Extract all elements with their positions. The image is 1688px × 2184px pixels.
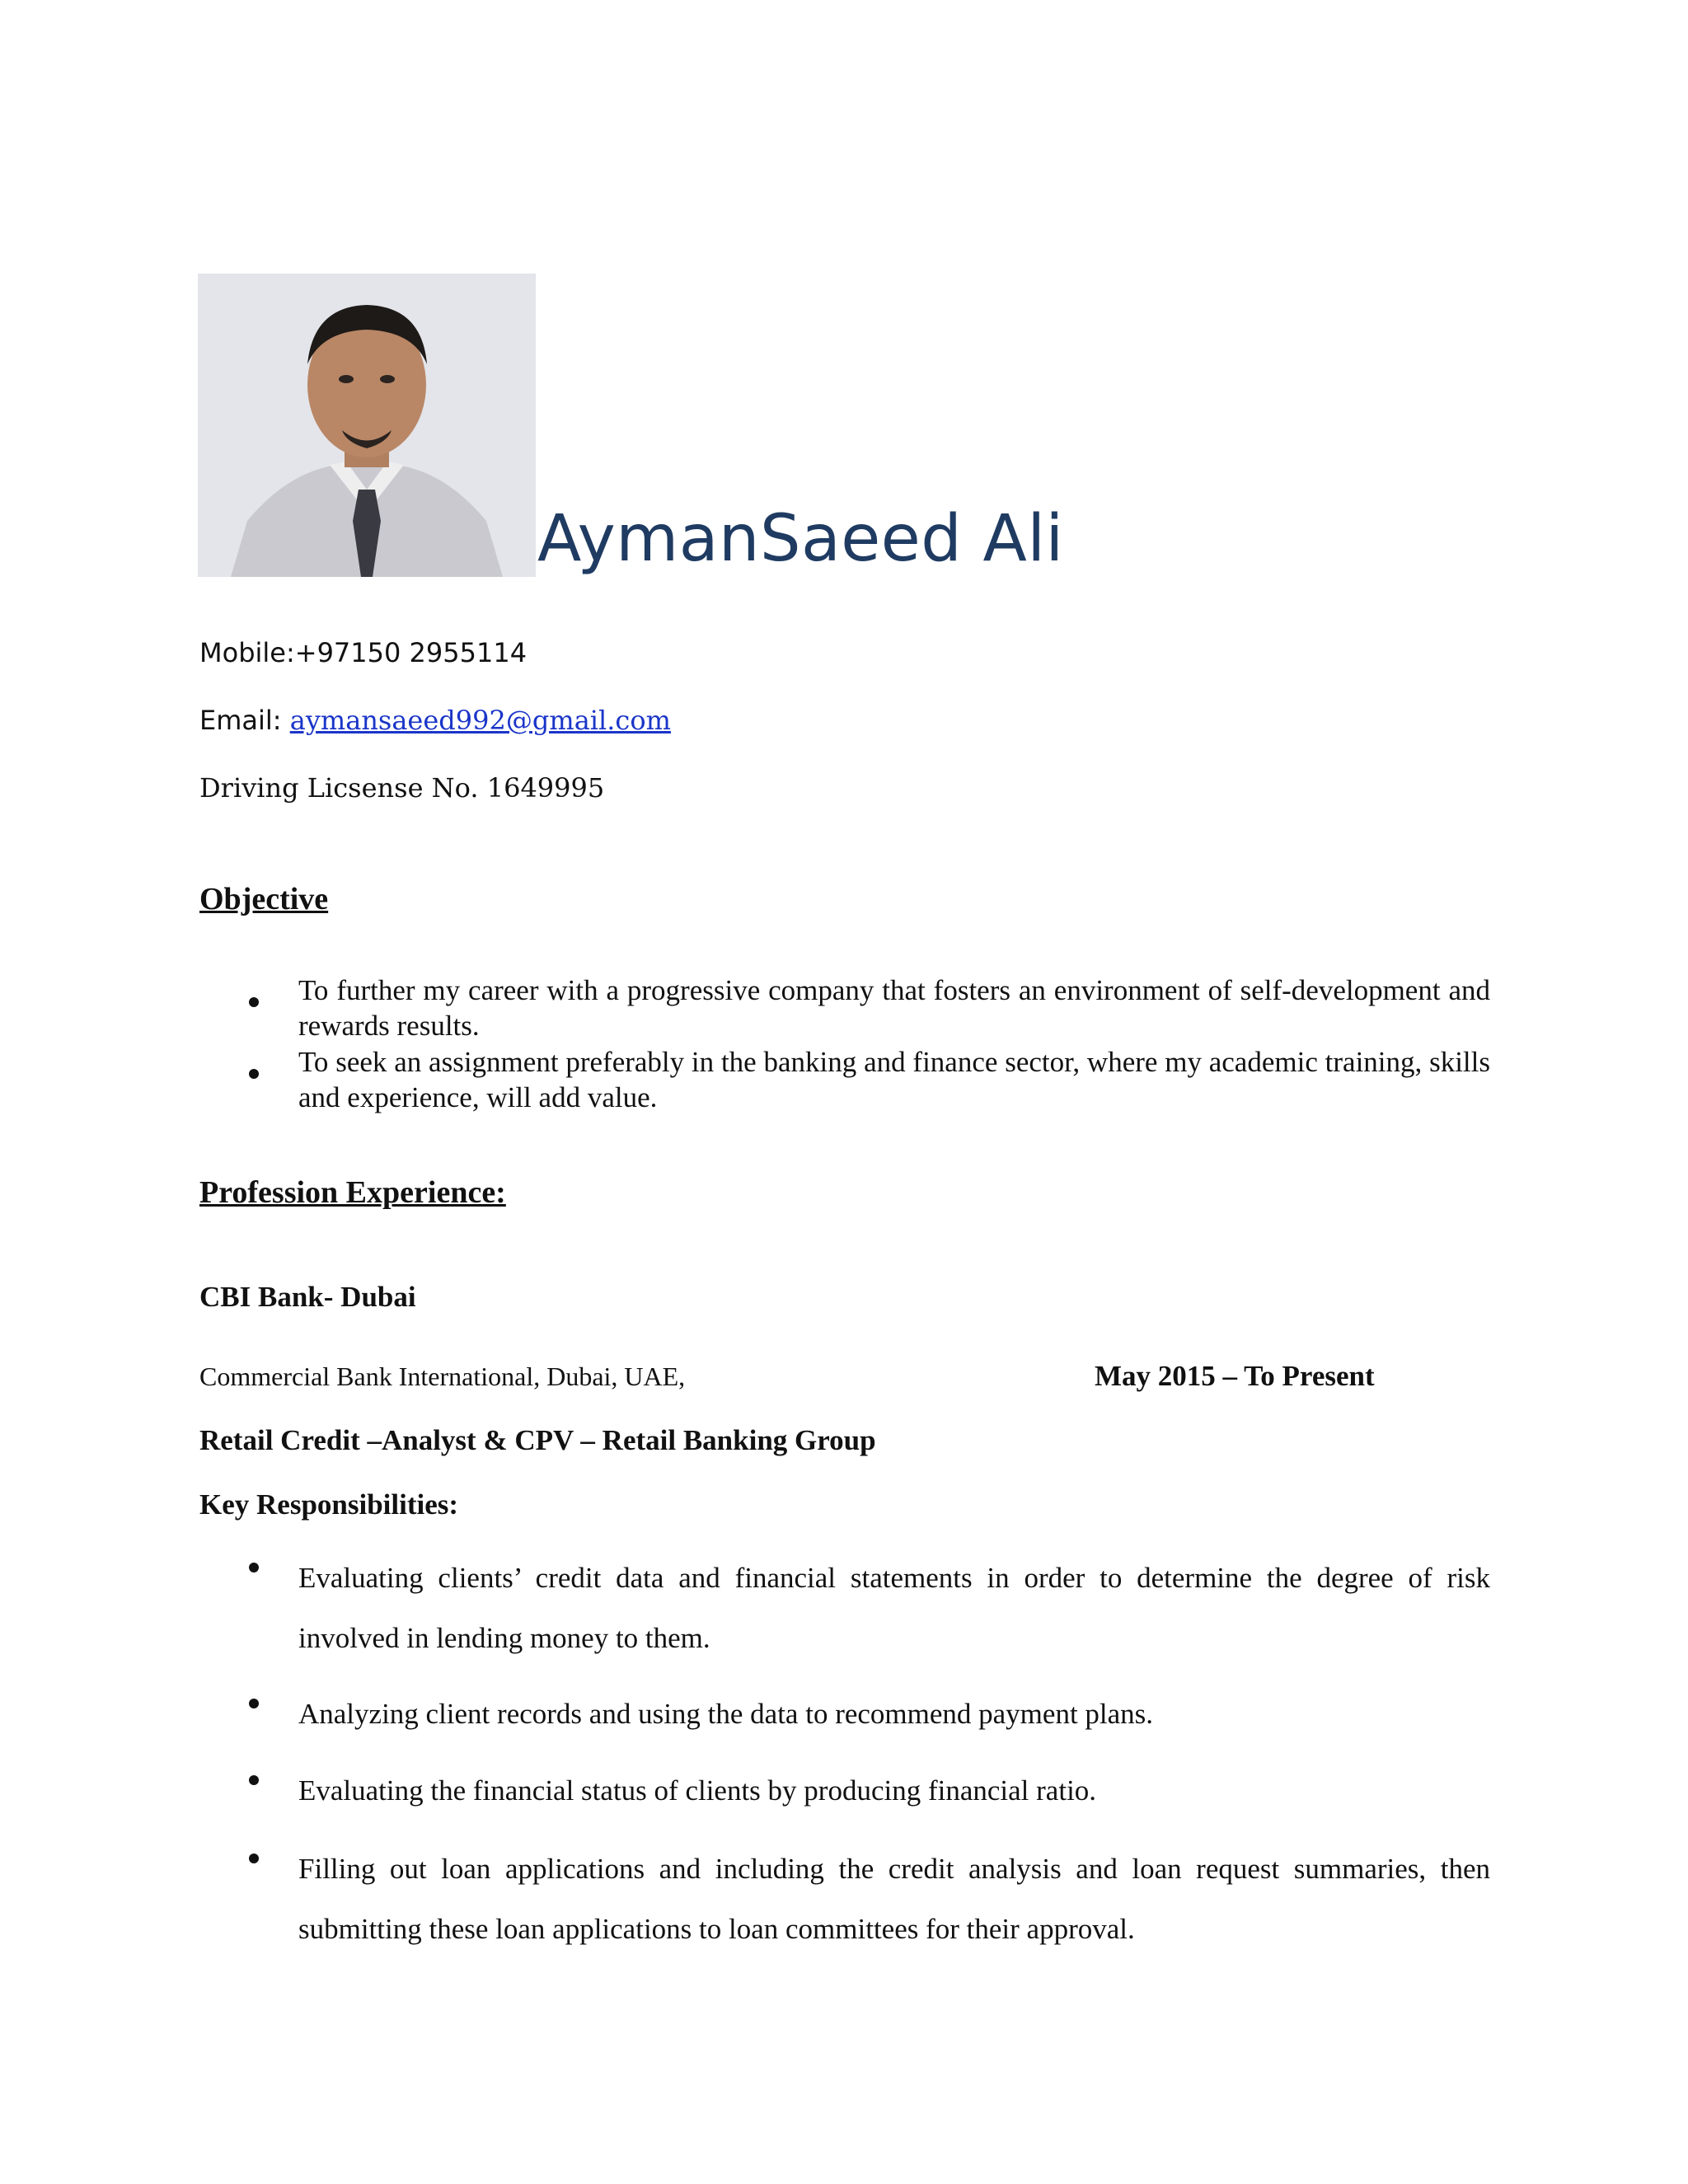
bullet-icon xyxy=(249,1699,259,1708)
employment-dates: May 2015 – To Present xyxy=(1095,1360,1375,1392)
objective-item-text: To seek an assignment preferably in the banking and finance sector, where my academic training, skills and experience, will add value. xyxy=(298,1046,1490,1113)
experience-heading: Profession Experience: xyxy=(199,1175,506,1210)
email-label: Email: xyxy=(199,705,282,736)
bullet-icon xyxy=(249,1854,259,1863)
candidate-name: AymanSaeed Ali xyxy=(537,502,1064,576)
bullet-icon xyxy=(249,1069,259,1079)
responsibilities-heading: Key Responsibilities: xyxy=(199,1488,459,1521)
company-full-name: Commercial Bank International, Dubai, UAE, xyxy=(199,1361,686,1391)
mobile-number: Mobile:+97150 2955114 xyxy=(199,637,528,668)
email-line xyxy=(199,705,671,736)
responsibility-text: Evaluating the financial status of clients by producing financial ratio. xyxy=(298,1774,1097,1807)
email-link[interactable]: aymansaeed992@gmail.com xyxy=(289,705,671,736)
responsibility-text: Evaluating clients’ credit data and financial statements in order to determine the degree of risk involved in lending money to them. xyxy=(298,1562,1490,1654)
bullet-icon xyxy=(249,1775,259,1785)
driving-license: Driving Licsense No. 1649995 xyxy=(199,772,605,804)
objective-item-text: To further my career with a progressive company that fosters an environment of self-development and rewards results. xyxy=(298,974,1490,1042)
responsibility-text: Analyzing client records and using the data to recommend payment plans. xyxy=(298,1698,1154,1730)
bullet-icon xyxy=(249,1563,259,1572)
bullet-icon xyxy=(249,997,259,1007)
profile-photo xyxy=(198,274,536,577)
job-role: Retail Credit –Analyst & CPV – Retail Banking Group xyxy=(199,1424,876,1456)
objective-heading: Objective xyxy=(199,882,329,916)
company-name: CBI Bank- Dubai xyxy=(199,1281,416,1313)
responsibility-text: Filling out loan applications and including the credit analysis and loan request summaries, then submitting these loan applications to loan committees for their approval. xyxy=(298,1853,1490,1945)
